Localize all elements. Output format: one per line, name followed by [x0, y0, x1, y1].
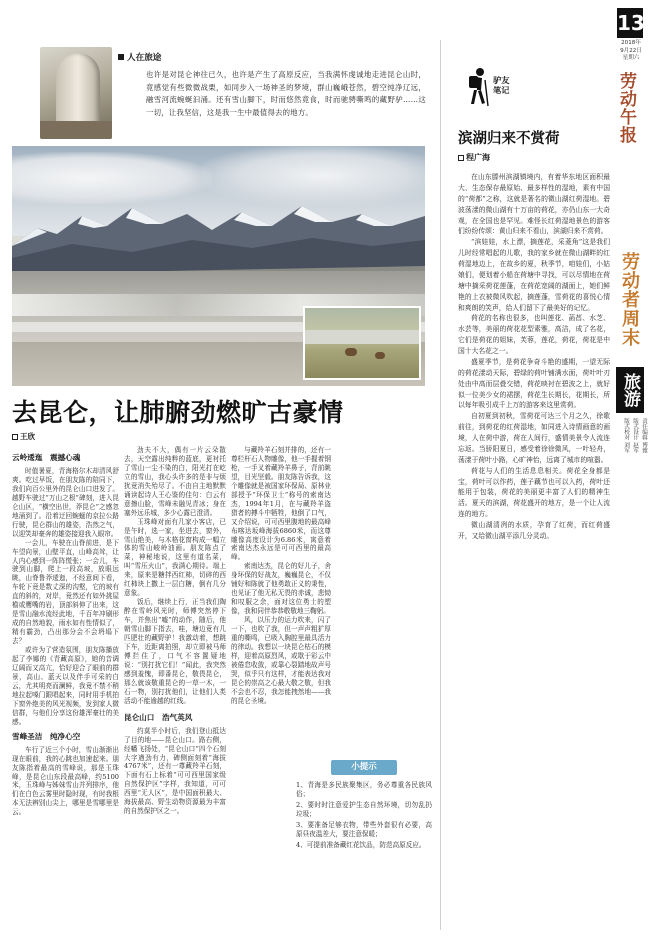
tip-item: 3、要准备足够衣物，带些外套很有必要，高原昼夜温差大，要注意保暖； [296, 820, 432, 838]
column-badge-label: 驴友笔记 [493, 75, 510, 95]
intro-text: 也许是对昆仑神往已久，也许是产生了高原反应，当我满怀虔诚地走进昆仑山时，竟感觉有些微微战栗，如同步入一场神圣的梦境，群山巍峨苍然，碧空纯净辽远，融雪河流蜿蜒汩涌。还有雪山脚下，时而悠然竟食，时而驰骋嘶鸣的藏野驴……这一切，让我坚信，这是我一生中最值得去的地方。 [146, 70, 426, 118]
column2-body [458, 172, 610, 932]
paragraph: 盛夏季节，是荷花争奇斗艳的盛期，一望无际的荷花漾动天际，碧绿的荷叶铺满水面，荷叶叶刃处由中高而层叠交错，荷花映衬在碧波之上，就好似一位美少女的裙摆，荷花生长期长，花期长，所以每年吸引成千上万的游客来这里赏荷。 [458, 357, 610, 410]
credits: 责任编辑 博雅 版式设计 赵军 版式校对 刘军 [623, 418, 647, 454]
paragraph: 微山湖清冽的水质，孕育了红荷，而红荷盛开，又给微山湖平添几分灵动。 [458, 521, 610, 540]
paragraph: 玉珠峰对面有几家小客店，已是午时，选一家，坐进去，窗外，雪山绝美，与木格花窗构成一幅立体的雪山峻岭油画。朋友陈点了菜，神秘地说，这里有道名菜，叫“雪压火山”，我满心期待。端上来，原来是糖拌西红柿，切碎的西红柿块上撒上一层白糖，倒有几分意象。 [124, 517, 226, 598]
paragraph: 自初夏到初秋，雪荷花可达三个月之久，徐歌前往，到荷花的红荷湿地，如同进入诗情画意的画境，人在荷中游，荷在人间行，盛情美景令人流连忘返。当骄阳夏日，感受着徐徐微风，一叶轻舟，荡漾于荷叶小路，心旷神怡，远离了城市的喧嚣。 [458, 412, 610, 464]
paragraph: 约莫半小时后，我们登山抵达了目的地——昆仑山口。路右侧，经幡飞扬处，“昆仑山口”四个石刻大字遒劲有力，碑侧面刻着“海拔4767米”，还有一尊藏羚羊石刻，下面有石上标着“可可西里国家级自然保护区”字样，我知道，可可西里“无人区”，是中国面积最大、海拔最高、野生动物资源最为丰富的自然保护区之一。 [124, 726, 226, 816]
paragraph: 车行了近三个小时，雪山渐渐出现在眼前，我的心跳也加速起来。朋友陈指着最高的雪峰说，那是玉珠峰，是昆仑山东段最高峰，约5100米，玉珠峰与姊妹雪山并列排序，他们在白色云雾里时隐时现，有时我根本无法辨别山尖上，哪里是雪哪里是云。 [12, 745, 119, 817]
intro-column-tag [118, 51, 161, 63]
paragraph: 在山东滕州滨湖镇境内，有着华东地区面积最大、生态保存最原始、最多样性的湿地，素有中国的“荷都”之称，这就是著名的微山湖红荷湿地。碧波荡漾的微山湖有十万亩的荷花，亦仍山东一大奇观，在全国也是罕见。难怪长红荷湿地景色的游客们纷纷传颂：黄山归来不看山，滨湖归来不赏荷。 [458, 173, 610, 236]
paragraph: 饭后，继续上行，正当我们陶醉在雪岭风光时，师傅突然停下车，并焦出“嘘”的动作，随后，他朝雪山脚下指去，哇，塘边竟有几匹肥壮的藏野驴！我激动着，想跳下车，近距离拍照，却立即被马师傅拦住了，口气不容置疑地说：“别打扰它们！”闻此，我突然感到羞愧，即番昆仑，敬畏昆仑，那么就该敬重昆仑的一草一木，一石一物，别打扰他们，让他们人类活动不能逾越的红线。 [124, 598, 226, 705]
hiker-icon [463, 66, 491, 108]
paragraph: “滨娃娃，水上漂，摘莲花，采菱角”这是我们儿时经常唱起的儿歌，我的家乡就在微山湖畔的红荷湿地边上，在故乡的夏，秋季节，咱娃们，小姑娘们，便划着小船在荷塘中寻找，可以尽情地在荷塘中摘采荷花莲蓬，在荷花宽阔的湖面上，她们鲜艳的上衣被微风吹起，摘莲蓬，雪荷花的喜悦心情和爽朗的笑声，给人们留下了最美好的记忆。 [458, 238, 610, 312]
intro-photo-stone [40, 47, 112, 139]
paragraph: 劲夫不大，偶有一片云朵散去，天空露出纯粹的蓝底，更衬托了雪山一尘不染的白，阳光打在屹立的雪山，我心头许多的是非与烦扰竟消失殆尽了。不由自主地默默诵读起诗人王心鉴的佳句：白云有意擦山脸，雪峰未融见青冰；身在塞外远乐城，多少心露已澄清。 [124, 446, 226, 517]
wild-donkey-inset-photo [303, 306, 421, 380]
tips-box [296, 760, 432, 932]
article-author: 王欣 [12, 431, 35, 442]
paragraph: 或许为了营造氛围，朋友陈播放起了李娜的《青藏高原》，她的音调辽阔而又高亢，恰好迎合了眼前的群景，高山、蓝天以及伴手可采的白云，尤其明亮而澜鲜，我竟不禁不稍地拉起嗓门跟唱起来，同时用手机拍下窗外绝美的风光视频，发到家人微信群，与他们分享这份雄浑豪壮的美感。 [12, 646, 119, 726]
paragraph: 荷花的名称也很多，也叫莲花、菡萏、水芝、水芸等，美丽的荷花花型素雅，高洁，成了名花，它们是荷花的姐妹，芙蓉，莲花，荷花，荷花是中国十大名花之一。 [458, 314, 610, 355]
tip-item: 2、要时时注意爱护生态自然环境，切勿乱扔垃圾； [296, 800, 432, 818]
paragraph: 一会儿，车驶在山脊前进，是下车望向景，山壁平直，山峰高耸，让人内心感到一阵阵慌张；一会儿，车驶到山脚，爬上一段高坡，放眼远眺，山脊鲁莽逶迤，不经意间下看，车轮下竟是数丈深的沟壑，它的坡有直的斜的，对岸，竟然还有如外挑屋檐或鹰嘴的岩，顶部斜伸了出来，这是雪山融水流经此地，千百年冲刷形成的自然地貌，雨水如有性情似了，精有霸劲，凸出那分会不会坍塌下去？ [12, 538, 119, 646]
tip-item: 4、可提前准备藏红花饮品，防范高原反应。 [296, 840, 426, 849]
paragraph: 与藏羚羊石刻并排的，还有一尊栏杆石人物雕像，他一手握着钢枪，一手叉着藏羚羊鼻子，背前眺望，目光坚毅。朋友陈告诉我，这个雕像就是被国家环保局、原林业部授予“环保卫士”称号的索南达杰，1994年1月，在与藏羚羊盗猎者的搏斗中牺牲，他倒了口气，又介绍说，可可西里腹地的最高峰布喀达坂峰海拔6860米，而这尊雕像高度设计为6.86米，寓意着索南达杰永远是可可西里的最高峰。 [231, 446, 331, 562]
paragraph: 荷花与人们的生活息息相关。荷花全身都是宝，荷叶可以作药，莲子藕节也可以入药，荷叶还能用于包装，荷花的美丽更丰富了人们的精神生活。夏天的滨湖，荷花盛开的地方，是一个让人流连的地方。 [458, 466, 610, 519]
kunlun-panorama-photo [12, 146, 425, 386]
tip-item: 1、青海是多民族聚集区，务必尊重各民族风俗； [296, 781, 432, 798]
page-number: 13 [617, 8, 643, 38]
intro-column-label: 人在旅途 [127, 53, 162, 63]
brand-logo: 劳动午报 [616, 72, 636, 144]
article-column-2 [124, 446, 226, 932]
section-heading-1: 云岭逶迤 震撼心魂 [12, 453, 81, 462]
section-heading-3: 昆仑山口 浩气英风 [124, 712, 193, 722]
section-name: 劳动者周末 [619, 252, 640, 347]
paragraph: 风，以压力的运力吹来，闪了一下，也吹了我，但一声声粗犷厚重的嘶鸣，已吸入胸腔里最具活力的律动。我想以一块昆仑枯石的模样，迎着高原烈风，或歇于彩云中被倦怠收敛，或靠心裂踏地故声号哭，似乎只有这样，才能表达我对昆仑的崇高之心最大敬之敬，但我不会也不忍，我怎能拽然地——我的昆仑圣境。 [231, 616, 331, 705]
section-subname: 旅游 [616, 367, 644, 413]
column-divider [440, 40, 441, 930]
paragraph: 时值暑夏，青海格尔木却清风舒爽。吃过早饭，在朋友陈的陪同下，我们向百公里外的昆仑山口进发了。越野车驶过“万山之根”碑刻，进入昆仑山区，“横空出世，莽昆仑”之感忽地涌到了。沿着迂回蜿蜒的京拉公路行驶，昆仑群山的雄姿，浩然之气，以迎笑却豪奔的雄姿接迎我入眼帘。 [12, 467, 119, 538]
article-title: 去昆仑，让肺腑劲燃旷古豪情 [12, 398, 344, 427]
article-column-1 [12, 446, 119, 932]
section-heading-2: 雪峰圣洁 纯净心空 [12, 731, 81, 741]
paragraph: 索南达杰，昆仑的好儿子，舍身环保的好战友，巍巍昆仑，不仅铺好和陈就了他勇敢正义的秉性，也见证了他无私无畏的赤诚，悲恸和叹服之余，面对这位勇士的塑像，我和同伴恭恭敬敬地三鞠躬。 [231, 562, 331, 616]
hollow-square-icon [458, 155, 464, 161]
column2-author: 程广海 [458, 152, 490, 163]
square-icon [118, 54, 124, 60]
tips-title: 小提示 [331, 760, 397, 775]
column2-title: 滨湖归来不赏荷 [458, 131, 560, 147]
issue-date: 2018年 9月22日 星期六 [620, 40, 642, 62]
hollow-square-icon [12, 434, 18, 440]
